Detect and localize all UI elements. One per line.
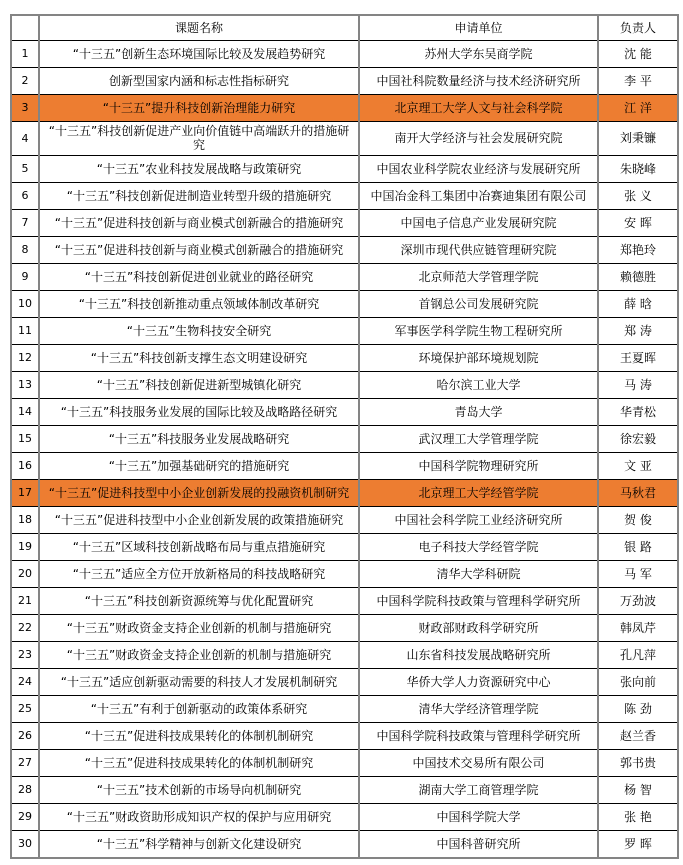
row-number-cell: 11: [11, 317, 39, 344]
applicant-unit-cell: 深圳市现代供应链管理研究院: [359, 236, 598, 263]
leader-cell: 罗 晖: [598, 830, 678, 858]
applicant-unit-cell: 中国技术交易所有限公司: [359, 749, 598, 776]
row-number-cell: 15: [11, 425, 39, 452]
applicant-unit-cell: 中国科学院科技政策与管理科学研究所: [359, 587, 598, 614]
applicant-unit-cell: 中国社科院数量经济与技术经济研究所: [359, 68, 598, 95]
row-number-cell: 13: [11, 371, 39, 398]
leader-cell: 贺 俊: [598, 506, 678, 533]
applicant-unit-cell: 北京理工大学经管学院: [359, 479, 598, 506]
row-number-cell: 14: [11, 398, 39, 425]
leader-cell: 朱晓峰: [598, 155, 678, 182]
row-number-cell: 26: [11, 722, 39, 749]
project-name-cell: “十三五”财政资助形成知识产权的保护与应用研究: [39, 803, 359, 830]
row-number-cell: 23: [11, 641, 39, 668]
leader-cell: 安 晖: [598, 209, 678, 236]
leader-cell: 马秋君: [598, 479, 678, 506]
project-name-cell: “十三五”生物科技安全研究: [39, 317, 359, 344]
project-name-cell: “十三五”科技创新支撑生态文明建设研究: [39, 344, 359, 371]
applicant-unit-cell: 华侨大学人力资源研究中心: [359, 668, 598, 695]
row-number-cell: 19: [11, 533, 39, 560]
project-name-cell: “十三五”区域科技创新战略布局与重点措施研究: [39, 533, 359, 560]
table-body: [11, 41, 678, 858]
table-row: [11, 587, 678, 614]
leader-cell: 张向前: [598, 668, 678, 695]
row-number-cell: 29: [11, 803, 39, 830]
project-name-cell: “十三五”创新生态环境国际比较及发展趋势研究: [39, 41, 359, 68]
table-row: [11, 668, 678, 695]
table-row: [11, 479, 678, 506]
leader-cell: 郭书贵: [598, 749, 678, 776]
leader-cell: 李 平: [598, 68, 678, 95]
leader-cell: 陈 劲: [598, 695, 678, 722]
table-row: [11, 41, 678, 68]
table-row: [11, 344, 678, 371]
table-row: [11, 236, 678, 263]
project-name-cell: “十三五”科技创新促进产业向价值链中高端跃升的措施研究: [39, 122, 359, 156]
row-number-cell: 4: [11, 122, 39, 156]
table-row: [11, 155, 678, 182]
leader-cell: 赵兰香: [598, 722, 678, 749]
table-row: [11, 560, 678, 587]
applicant-unit-cell: 武汉理工大学管理学院: [359, 425, 598, 452]
row-number-cell: 30: [11, 830, 39, 858]
leader-cell: 沈 能: [598, 41, 678, 68]
table-row: [11, 641, 678, 668]
applicant-unit-cell: 清华大学经济管理学院: [359, 695, 598, 722]
project-name-cell: “十三五”科技创新促进创业就业的路径研究: [39, 263, 359, 290]
leader-cell: 薛 晗: [598, 290, 678, 317]
column-header-index: [11, 15, 39, 41]
row-number-cell: 6: [11, 182, 39, 209]
row-number-cell: 7: [11, 209, 39, 236]
header-row: [11, 15, 678, 41]
table-row: [11, 452, 678, 479]
project-name-cell: “十三五”促进科技成果转化的体制机制研究: [39, 749, 359, 776]
column-header-leader: 负责人: [598, 15, 678, 41]
project-name-cell: 创新型国家内涵和标志性指标研究: [39, 68, 359, 95]
row-number-cell: 20: [11, 560, 39, 587]
row-number-cell: 28: [11, 776, 39, 803]
leader-cell: 张 义: [598, 182, 678, 209]
applicant-unit-cell: 北京师范大学管理学院: [359, 263, 598, 290]
row-number-cell: 3: [11, 95, 39, 122]
table-row: [11, 776, 678, 803]
applicant-unit-cell: 中国冶金科工集团中冶赛迪集团有限公司: [359, 182, 598, 209]
project-name-cell: “十三五”科技创新促进新型城镇化研究: [39, 371, 359, 398]
table-row: [11, 749, 678, 776]
table-row: [11, 95, 678, 122]
project-name-cell: “十三五”有利于创新驱动的政策体系研究: [39, 695, 359, 722]
table-row: [11, 830, 678, 858]
applicant-unit-cell: 哈尔滨工业大学: [359, 371, 598, 398]
project-name-cell: “十三五”科技创新促进制造业转型升级的措施研究: [39, 182, 359, 209]
leader-cell: 银 路: [598, 533, 678, 560]
table-row: [11, 425, 678, 452]
row-number-cell: 2: [11, 68, 39, 95]
project-name-cell: “十三五”科技服务业发展战略研究: [39, 425, 359, 452]
applicant-unit-cell: 北京理工大学人文与社会科学院: [359, 95, 598, 122]
row-number-cell: 1: [11, 41, 39, 68]
row-number-cell: 8: [11, 236, 39, 263]
project-name-cell: “十三五”财政资金支持企业创新的机制与措施研究: [39, 614, 359, 641]
leader-cell: 张 艳: [598, 803, 678, 830]
leader-cell: 江 洋: [598, 95, 678, 122]
applicant-unit-cell: 财政部财政科学研究所: [359, 614, 598, 641]
applicant-unit-cell: 青岛大学: [359, 398, 598, 425]
table-row: [11, 209, 678, 236]
table-row: [11, 290, 678, 317]
applicant-unit-cell: 清华大学科研院: [359, 560, 598, 587]
row-number-cell: 16: [11, 452, 39, 479]
table-row: [11, 803, 678, 830]
leader-cell: 杨 智: [598, 776, 678, 803]
table-row: [11, 722, 678, 749]
row-number-cell: 25: [11, 695, 39, 722]
applicant-unit-cell: 首钢总公司发展研究院: [359, 290, 598, 317]
row-number-cell: 21: [11, 587, 39, 614]
leader-cell: 文 亚: [598, 452, 678, 479]
applicant-unit-cell: 中国电子信息产业发展研究院: [359, 209, 598, 236]
row-number-cell: 5: [11, 155, 39, 182]
applicant-unit-cell: 中国科学院大学: [359, 803, 598, 830]
project-name-cell: “十三五”促进科技型中小企业创新发展的投融资机制研究: [39, 479, 359, 506]
row-number-cell: 22: [11, 614, 39, 641]
applicant-unit-cell: 湖南大学工商管理学院: [359, 776, 598, 803]
project-name-cell: “十三五”科学精神与创新文化建设研究: [39, 830, 359, 858]
table-row: [11, 182, 678, 209]
table-row: [11, 122, 678, 156]
leader-cell: 韩凤芹: [598, 614, 678, 641]
project-name-cell: “十三五”促进科技型中小企业创新发展的政策措施研究: [39, 506, 359, 533]
table-row: [11, 371, 678, 398]
project-name-cell: “十三五”适应全方位开放新格局的科技战略研究: [39, 560, 359, 587]
table-row: [11, 398, 678, 425]
column-header-project-name: 课题名称: [39, 15, 359, 41]
leader-cell: 赖德胜: [598, 263, 678, 290]
applicant-unit-cell: 南开大学经济与社会发展研究院: [359, 122, 598, 156]
applicant-unit-cell: 中国农业科学院农业经济与发展研究所: [359, 155, 598, 182]
table-row: [11, 68, 678, 95]
row-number-cell: 18: [11, 506, 39, 533]
project-name-cell: “十三五”提升科技创新治理能力研究: [39, 95, 359, 122]
table-row: [11, 263, 678, 290]
project-name-cell: “十三五”加强基础研究的措施研究: [39, 452, 359, 479]
applicant-unit-cell: 电子科技大学经管学院: [359, 533, 598, 560]
project-name-cell: “十三五”科技创新推动重点领域体制改革研究: [39, 290, 359, 317]
project-name-cell: “十三五”科技创新资源统筹与优化配置研究: [39, 587, 359, 614]
leader-cell: 万劲波: [598, 587, 678, 614]
project-name-cell: “十三五”财政资金支持企业创新的机制与措施研究: [39, 641, 359, 668]
applicant-unit-cell: 苏州大学东吴商学院: [359, 41, 598, 68]
table-row: [11, 533, 678, 560]
applicant-unit-cell: 军事医学科学院生物工程研究所: [359, 317, 598, 344]
row-number-cell: 24: [11, 668, 39, 695]
applicant-unit-cell: 中国社会科学院工业经济研究所: [359, 506, 598, 533]
leader-cell: 郑艳玲: [598, 236, 678, 263]
row-number-cell: 12: [11, 344, 39, 371]
column-header-applicant-unit: 申请单位: [359, 15, 598, 41]
table-row: [11, 614, 678, 641]
row-number-cell: 17: [11, 479, 39, 506]
project-name-cell: “十三五”技术创新的市场导向机制研究: [39, 776, 359, 803]
leader-cell: 马 涛: [598, 371, 678, 398]
leader-cell: 孔凡萍: [598, 641, 678, 668]
applicant-unit-cell: 环境保护部环境规划院: [359, 344, 598, 371]
leader-cell: 马 军: [598, 560, 678, 587]
row-number-cell: 9: [11, 263, 39, 290]
project-name-cell: “十三五”农业科技发展战略与政策研究: [39, 155, 359, 182]
table-row: [11, 506, 678, 533]
table-row: [11, 695, 678, 722]
leader-cell: 刘秉镰: [598, 122, 678, 156]
table-header: [11, 15, 678, 41]
table-row: [11, 317, 678, 344]
project-name-cell: “十三五”适应创新驱动需要的科技人才发展机制研究: [39, 668, 359, 695]
leader-cell: 郑 涛: [598, 317, 678, 344]
applicant-unit-cell: 中国科普研究所: [359, 830, 598, 858]
project-name-cell: “十三五”科技服务业发展的国际比较及战略路径研究: [39, 398, 359, 425]
row-number-cell: 10: [11, 290, 39, 317]
applicant-unit-cell: 中国科学院科技政策与管理科学研究所: [359, 722, 598, 749]
leader-cell: 华青松: [598, 398, 678, 425]
applicant-unit-cell: 山东省科技发展战略研究所: [359, 641, 598, 668]
project-name-cell: “十三五”促进科技成果转化的体制机制研究: [39, 722, 359, 749]
projects-table: [10, 14, 679, 859]
leader-cell: 徐宏毅: [598, 425, 678, 452]
project-name-cell: “十三五”促进科技创新与商业模式创新融合的措施研究: [39, 236, 359, 263]
project-name-cell: “十三五”促进科技创新与商业模式创新融合的措施研究: [39, 209, 359, 236]
row-number-cell: 27: [11, 749, 39, 776]
leader-cell: 王夏晖: [598, 344, 678, 371]
applicant-unit-cell: 中国科学院物理研究所: [359, 452, 598, 479]
